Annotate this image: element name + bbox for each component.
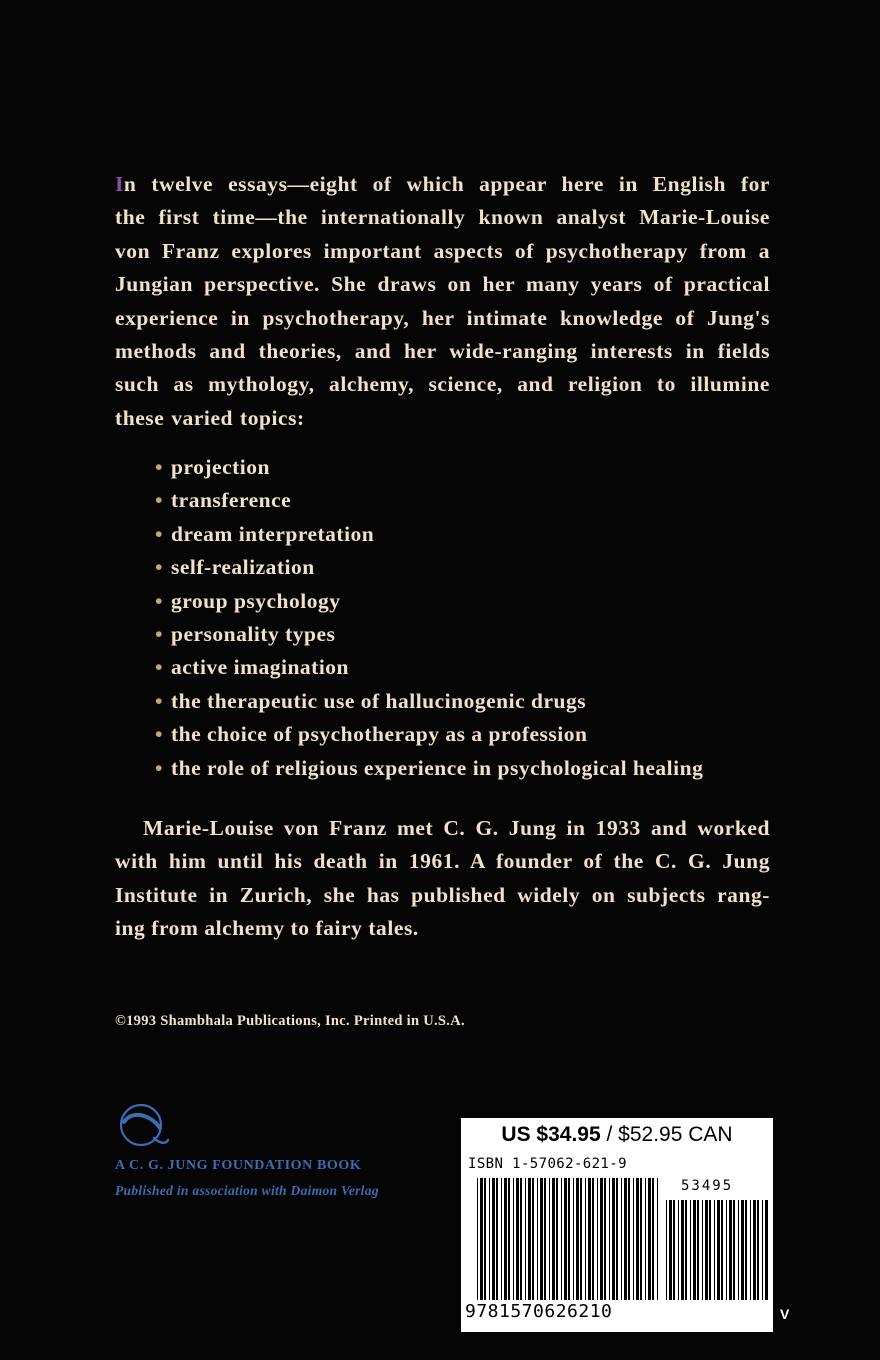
blurb-line-4: Jungian perspective. She draws on her many years of practical: [115, 272, 770, 297]
barcode-bar: [513, 1178, 514, 1300]
bio-line-4: ing from alchemy to fairy tales.: [115, 916, 419, 941]
barcode-bar: [540, 1178, 543, 1300]
barcode-bar: [697, 1200, 699, 1300]
bullet-icon: •: [155, 555, 164, 580]
barcode-bar: [762, 1200, 763, 1300]
barcode-bar: [528, 1178, 531, 1300]
barcode-bar: [690, 1200, 691, 1300]
barcode-bar: [681, 1200, 684, 1300]
blurb-line-3: von Franz explores important aspects of psychotherapy from a: [115, 238, 770, 263]
barcode-bar: [693, 1200, 696, 1300]
barcode-bar: [537, 1178, 538, 1300]
bullet-icon: •: [155, 521, 164, 546]
barcode-bar: [496, 1178, 498, 1300]
price-addon-number: 53495: [681, 1178, 734, 1194]
barcode-bar: [702, 1200, 703, 1300]
barcode-bar: [489, 1178, 490, 1300]
barcode-bar: [516, 1178, 519, 1300]
barcode-bar: [652, 1178, 654, 1300]
barcode-bar: [666, 1200, 667, 1300]
bullet-icon: •: [155, 455, 164, 479]
barcode-bar: [612, 1178, 615, 1300]
barcode-panel: [461, 1118, 773, 1332]
barcode-bar: [645, 1178, 646, 1300]
barcode-bar: [616, 1178, 618, 1300]
isbn-text: ISBN 1-57062-621-9: [468, 1156, 627, 1172]
list-item: • the therapeutic use of hallucinogenic drugs: [155, 685, 703, 718]
copyright-notice: ©1993 Shambhala Publications, Inc. Printed in U.S.A.: [115, 1013, 465, 1029]
barcode-bar: [484, 1178, 486, 1300]
description-paragraph: [115, 168, 770, 435]
barcode-bar: [501, 1178, 502, 1300]
blurb-line-7: such as mythology, alchemy, science, and religion to illumine: [115, 372, 770, 397]
blurb-line-2: the first time—the internationally known analyst Marie-Louise: [115, 205, 770, 230]
barcode-bar: [648, 1178, 651, 1300]
bio-line-2: with him until his death in 1961. A founder of the C. G. Jung: [115, 849, 770, 874]
barcode-bar: [721, 1200, 723, 1300]
barcode-bar: [621, 1178, 622, 1300]
barcode-bar: [729, 1200, 732, 1300]
barcode-bar: [750, 1200, 751, 1300]
barcode-bar: [508, 1178, 510, 1300]
barcode-bar: [480, 1178, 483, 1300]
barcode-bar: [525, 1178, 526, 1300]
barcode-bar: [738, 1200, 739, 1300]
barcode-bar: [504, 1178, 507, 1300]
price-us: US $34.95: [501, 1123, 601, 1146]
side-mark: V: [780, 1306, 790, 1322]
barcode-bar: [753, 1200, 756, 1300]
barcode-bar: [717, 1200, 720, 1300]
list-item: • projection: [155, 451, 703, 484]
barcode-bar: [705, 1200, 708, 1300]
barcode-bar: [765, 1200, 768, 1300]
price-can: $52.95 CAN: [618, 1123, 733, 1146]
barcode-bar: [600, 1178, 603, 1300]
barcode-bar: [636, 1178, 639, 1300]
jung-foundation-logo-icon: [114, 1100, 170, 1152]
price-label: [461, 1123, 773, 1147]
barcode-bar: [745, 1200, 747, 1300]
barcode-bar: [609, 1178, 610, 1300]
barcode-bar: [544, 1178, 546, 1300]
barcode-bar: [757, 1200, 759, 1300]
barcode-bar: [673, 1200, 675, 1300]
barcode-bar: [492, 1178, 495, 1300]
barcode-bar: [604, 1178, 606, 1300]
list-item: • group psychology: [155, 585, 703, 618]
list-item: • self-realization: [155, 551, 703, 584]
barcode-bar: [532, 1178, 534, 1300]
barcode-bar: [556, 1178, 558, 1300]
bio-line-1: Marie-Louise von Franz met C. G. Jung in 1933 and worked: [143, 816, 770, 840]
barcode-bar: [588, 1178, 591, 1300]
barcode-bar: [568, 1178, 570, 1300]
barcode-bar: [657, 1178, 658, 1300]
list-item: • the role of religious experience in psychological healing: [155, 752, 703, 785]
bullet-icon: •: [155, 722, 164, 747]
barcode-bar: [576, 1178, 579, 1300]
blurb-line-8: these varied topics:: [115, 405, 305, 430]
barcode-bar: [592, 1178, 594, 1300]
blurb-line-6: methods and theories, and her wide-ranging interests in fields: [115, 339, 770, 364]
barcode-bar: [633, 1178, 634, 1300]
barcode-bar: [669, 1200, 672, 1300]
list-item: • personality types: [155, 618, 703, 651]
barcode-bar: [549, 1178, 550, 1300]
barcode-bar: [520, 1178, 522, 1300]
bullet-icon: •: [155, 688, 164, 713]
barcode-bar: [580, 1178, 582, 1300]
barcode-bar: [561, 1178, 562, 1300]
barcode-bar: [678, 1200, 679, 1300]
list-item: • transference: [155, 484, 703, 517]
barcode-bar: [733, 1200, 735, 1300]
ean-number: 9781570626210: [465, 1301, 613, 1322]
barcode-bar: [741, 1200, 744, 1300]
list-item: • active imagination: [155, 651, 703, 684]
barcode-bar: [552, 1178, 555, 1300]
barcode-bar: [564, 1178, 567, 1300]
barcode-bar: [726, 1200, 727, 1300]
blurb-line-5: experience in psychotherapy, her intimate knowledge of Jung's: [115, 305, 770, 330]
barcode-bar: [640, 1178, 642, 1300]
barcode-bar: [709, 1200, 711, 1300]
bio-line-3: Institute in Zurich, she has published widely on subjects rang-: [115, 882, 770, 907]
bullet-icon: •: [155, 655, 164, 680]
daimon-verlag-label: Published in association with Daimon Verlag: [115, 1183, 379, 1198]
barcode-icon: [461, 1178, 773, 1302]
bullet-icon: •: [155, 488, 164, 513]
barcode-bar: [628, 1178, 630, 1300]
barcode-bar: [597, 1178, 598, 1300]
blurb-line-1: In twelve essays—eight of which appear here in English for: [115, 172, 770, 196]
barcode-bar: [624, 1178, 627, 1300]
bullet-icon: •: [155, 755, 164, 780]
barcode-bar: [573, 1178, 574, 1300]
bullet-icon: •: [155, 588, 164, 613]
topics-list: [155, 451, 703, 785]
drop-cap: I: [115, 172, 124, 196]
price-separator: /: [600, 1123, 619, 1146]
bullet-icon: •: [155, 622, 164, 647]
barcode-bar: [714, 1200, 715, 1300]
author-bio: [115, 812, 770, 946]
barcode-bar: [477, 1178, 478, 1300]
list-item: • dream interpretation: [155, 518, 703, 551]
barcode-bar: [585, 1178, 586, 1300]
list-item: • the choice of psychotherapy as a profession: [155, 718, 703, 751]
barcode-bar: [685, 1200, 687, 1300]
foundation-book-label: A C. G. JUNG FOUNDATION BOOK: [115, 1158, 362, 1173]
